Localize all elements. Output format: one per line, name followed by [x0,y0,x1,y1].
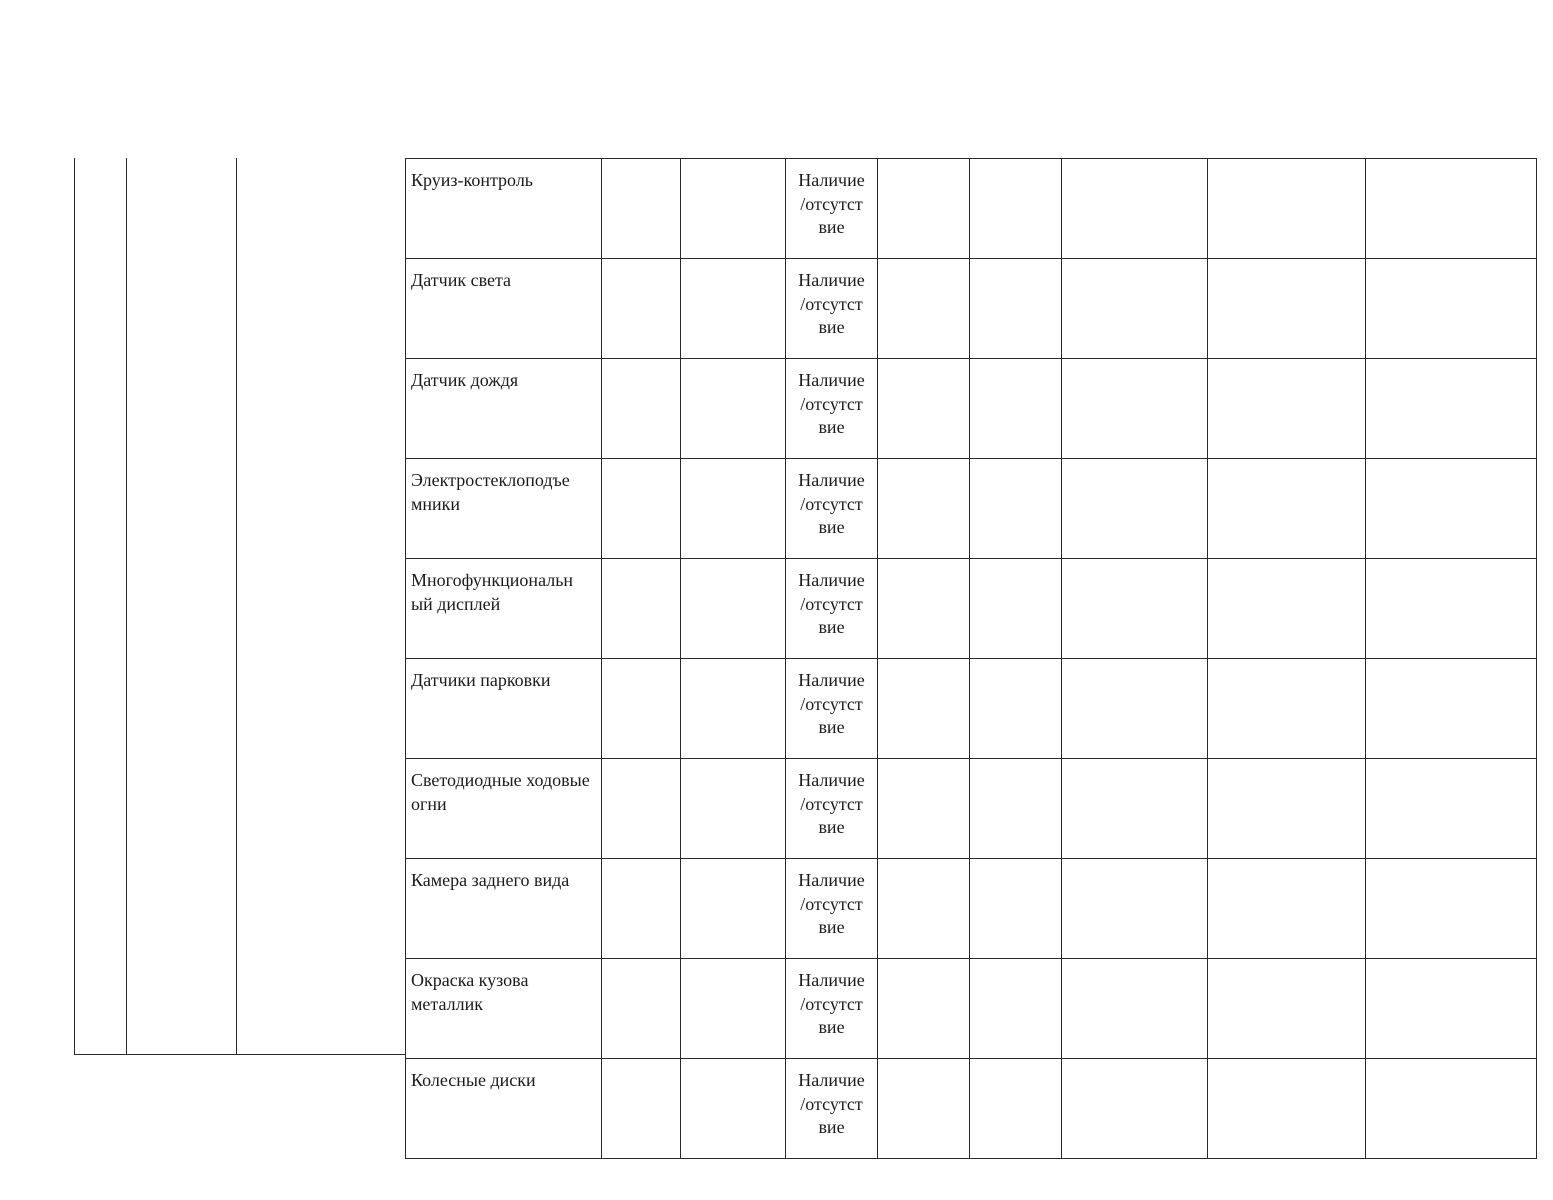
empty-cell [1366,559,1537,659]
empty-cell [1366,959,1537,1059]
empty-cell [1208,159,1366,259]
table-left-border [74,158,75,1055]
empty-cell [602,959,681,1059]
presence-cell [786,759,878,859]
table-row [406,359,1537,459]
empty-cell [1062,959,1208,1059]
empty-cell [602,659,681,759]
empty-cell [681,459,786,559]
empty-cell [681,259,786,359]
empty-cell [1208,459,1366,559]
empty-cell [1208,759,1366,859]
feature-name-cell: Колесные диски [406,1059,602,1159]
empty-cell [681,559,786,659]
empty-cell [970,559,1062,659]
table-body [406,159,1537,1159]
table-row [406,759,1537,859]
empty-cell [970,1059,1062,1159]
feature-name-cell: Окраска кузова металлик [406,959,602,1059]
table-row [406,659,1537,759]
empty-cell [602,859,681,959]
presence-label: Наличие /отсутст вие [798,670,865,737]
feature-name-cell: Круиз-контроль [406,159,602,259]
empty-cell [878,359,970,459]
empty-cell [1062,359,1208,459]
presence-cell [786,1059,878,1159]
empty-cell [1208,259,1366,359]
feature-name-cell: Электростеклоподъе мники [406,459,602,559]
presence-cell [786,659,878,759]
empty-cell [970,359,1062,459]
empty-cell [970,159,1062,259]
equipment-table [405,158,1537,1159]
feature-name-cell: Датчик дождя [406,359,602,459]
empty-cell [602,159,681,259]
empty-cell [681,859,786,959]
table-bottom-border [74,1054,405,1055]
empty-cell [1208,1059,1366,1159]
empty-cell [681,659,786,759]
presence-label: Наличие /отсутст вие [798,470,865,537]
presence-cell [786,259,878,359]
table-row [406,159,1537,259]
empty-cell [1062,659,1208,759]
empty-cell [1208,959,1366,1059]
empty-cell [1062,559,1208,659]
empty-cell [878,459,970,559]
presence-label: Наличие /отсутст вие [798,1070,865,1137]
presence-label: Наличие /отсутст вие [798,770,865,837]
empty-cell [602,359,681,459]
table-row [406,1059,1537,1159]
empty-cell [1208,659,1366,759]
empty-cell [1208,359,1366,459]
empty-cell [1366,259,1537,359]
empty-cell [970,959,1062,1059]
empty-cell [1366,459,1537,559]
table-row [406,959,1537,1059]
empty-cell [681,759,786,859]
empty-cell [1208,859,1366,959]
empty-cell [970,259,1062,359]
empty-cell [1062,459,1208,559]
presence-cell [786,359,878,459]
table-row [406,259,1537,359]
empty-cell [970,759,1062,859]
empty-cell [878,259,970,359]
presence-label: Наличие /отсутст вие [798,370,865,437]
empty-cell [602,259,681,359]
presence-cell [786,459,878,559]
presence-cell [786,959,878,1059]
table-column-divider [236,158,237,1055]
feature-name-cell: Камера заднего вида [406,859,602,959]
empty-cell [1062,759,1208,859]
empty-cell [1366,159,1537,259]
feature-name-cell: Многофункциональн ый дисплей [406,559,602,659]
presence-label: Наличие /отсутст вие [798,970,865,1037]
empty-cell [1062,259,1208,359]
presence-cell [786,559,878,659]
presence-label: Наличие /отсутст вие [798,270,865,337]
presence-cell [786,159,878,259]
table-row [406,559,1537,659]
empty-cell [1062,859,1208,959]
presence-label: Наличие /отсутст вие [798,870,865,937]
empty-cell [1366,859,1537,959]
empty-cell [878,159,970,259]
empty-cell [602,459,681,559]
empty-cell [602,759,681,859]
feature-name-cell: Датчик света [406,259,602,359]
feature-name-cell: Датчики парковки [406,659,602,759]
table-row [406,459,1537,559]
empty-cell [878,1059,970,1159]
empty-cell [878,559,970,659]
empty-cell [602,559,681,659]
empty-cell [1062,1059,1208,1159]
empty-cell [602,1059,681,1159]
empty-cell [681,1059,786,1159]
empty-cell [1366,659,1537,759]
empty-cell [681,159,786,259]
empty-cell [681,359,786,459]
empty-cell [970,859,1062,959]
empty-cell [970,459,1062,559]
empty-cell [681,959,786,1059]
empty-cell [878,959,970,1059]
empty-cell [1208,559,1366,659]
table-row [406,859,1537,959]
presence-label: Наличие /отсутст вие [798,170,865,237]
empty-cell [878,659,970,759]
empty-cell [970,659,1062,759]
table-column-divider [126,158,127,1055]
empty-cell [1366,1059,1537,1159]
empty-cell [878,859,970,959]
feature-name-cell: Светодиодные ходовые огни [406,759,602,859]
empty-cell [878,759,970,859]
empty-cell [1366,759,1537,859]
empty-cell [1062,159,1208,259]
presence-cell [786,859,878,959]
presence-label: Наличие /отсутст вие [798,570,865,637]
empty-cell [1366,359,1537,459]
